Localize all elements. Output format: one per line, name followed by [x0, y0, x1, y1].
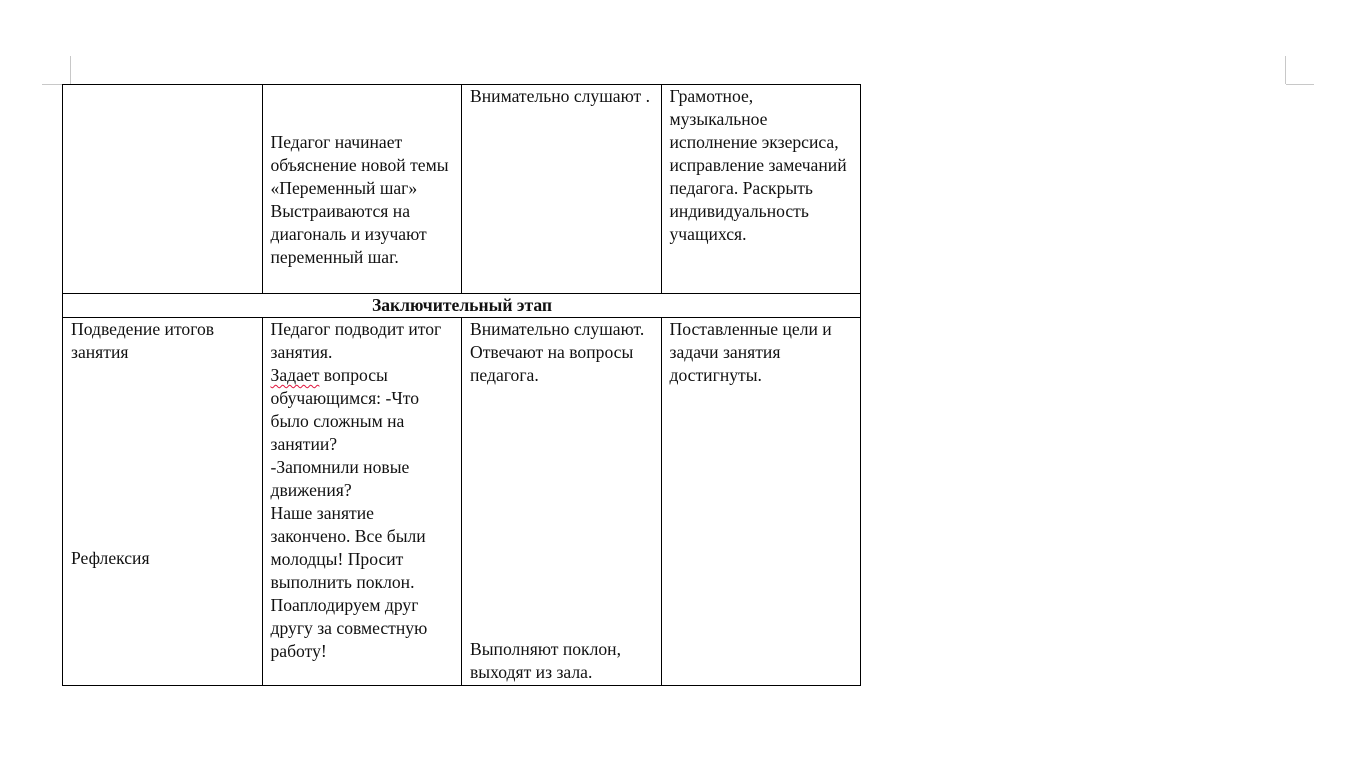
cell-text: Педагог начинает объяснение новой темы «Переменный шаг» Выстраиваются на диагональ и изучают переменный шаг.: [270, 132, 449, 267]
table-cell[interactable]: [661, 85, 861, 294]
table-cell[interactable]: [63, 318, 263, 686]
margin-mark-top-left: [70, 56, 71, 84]
cell-text: Подведение итогов занятия: [71, 319, 215, 362]
table-cell[interactable]: [63, 85, 263, 294]
cell-text: Рефлексия: [71, 548, 150, 568]
cell-text: Поставленные цели и задачи занятия достигнуты.: [669, 319, 832, 385]
table-cell[interactable]: [462, 318, 662, 686]
spellcheck-underlined-word[interactable]: Задает: [270, 365, 320, 385]
cell-text: Внимательно слушают. Отвечают на вопросы педагога.: [470, 319, 645, 385]
table-cell[interactable]: [462, 85, 662, 294]
table-cell[interactable]: [262, 85, 462, 294]
section-header-cell[interactable]: [63, 294, 861, 318]
cell-text: [271, 364, 455, 663]
cell-text: Внимательно слушают .: [470, 86, 650, 106]
section-title: Заключительный этап: [371, 295, 553, 315]
margin-mark-top-right: [1285, 56, 1286, 84]
table-row: [63, 318, 861, 686]
cell-text: Выполняют поклон, выходят из зала.: [470, 639, 621, 682]
lesson-plan-table: [62, 84, 861, 686]
margin-mark-top-right: [1286, 84, 1314, 85]
cell-text: вопросы обучающимся: -Что было сложным на занятии? -Запомнили новые движения? Наше занятие закончено. Все были молодцы! Просит выполнить поклон. Поаплодируем друг другу за совместную работу!: [270, 365, 428, 661]
table-cell[interactable]: [661, 318, 861, 686]
table-cell[interactable]: [262, 318, 462, 686]
cell-text: Грамотное, музыкальное исполнение экзерсиса, исправление замечаний педагога. Раскрыть индивидуальность учащихся.: [669, 86, 847, 244]
table-row: [63, 85, 861, 294]
cell-text: Педагог подводит итог занятия.: [270, 319, 442, 362]
table-row: [63, 294, 861, 318]
